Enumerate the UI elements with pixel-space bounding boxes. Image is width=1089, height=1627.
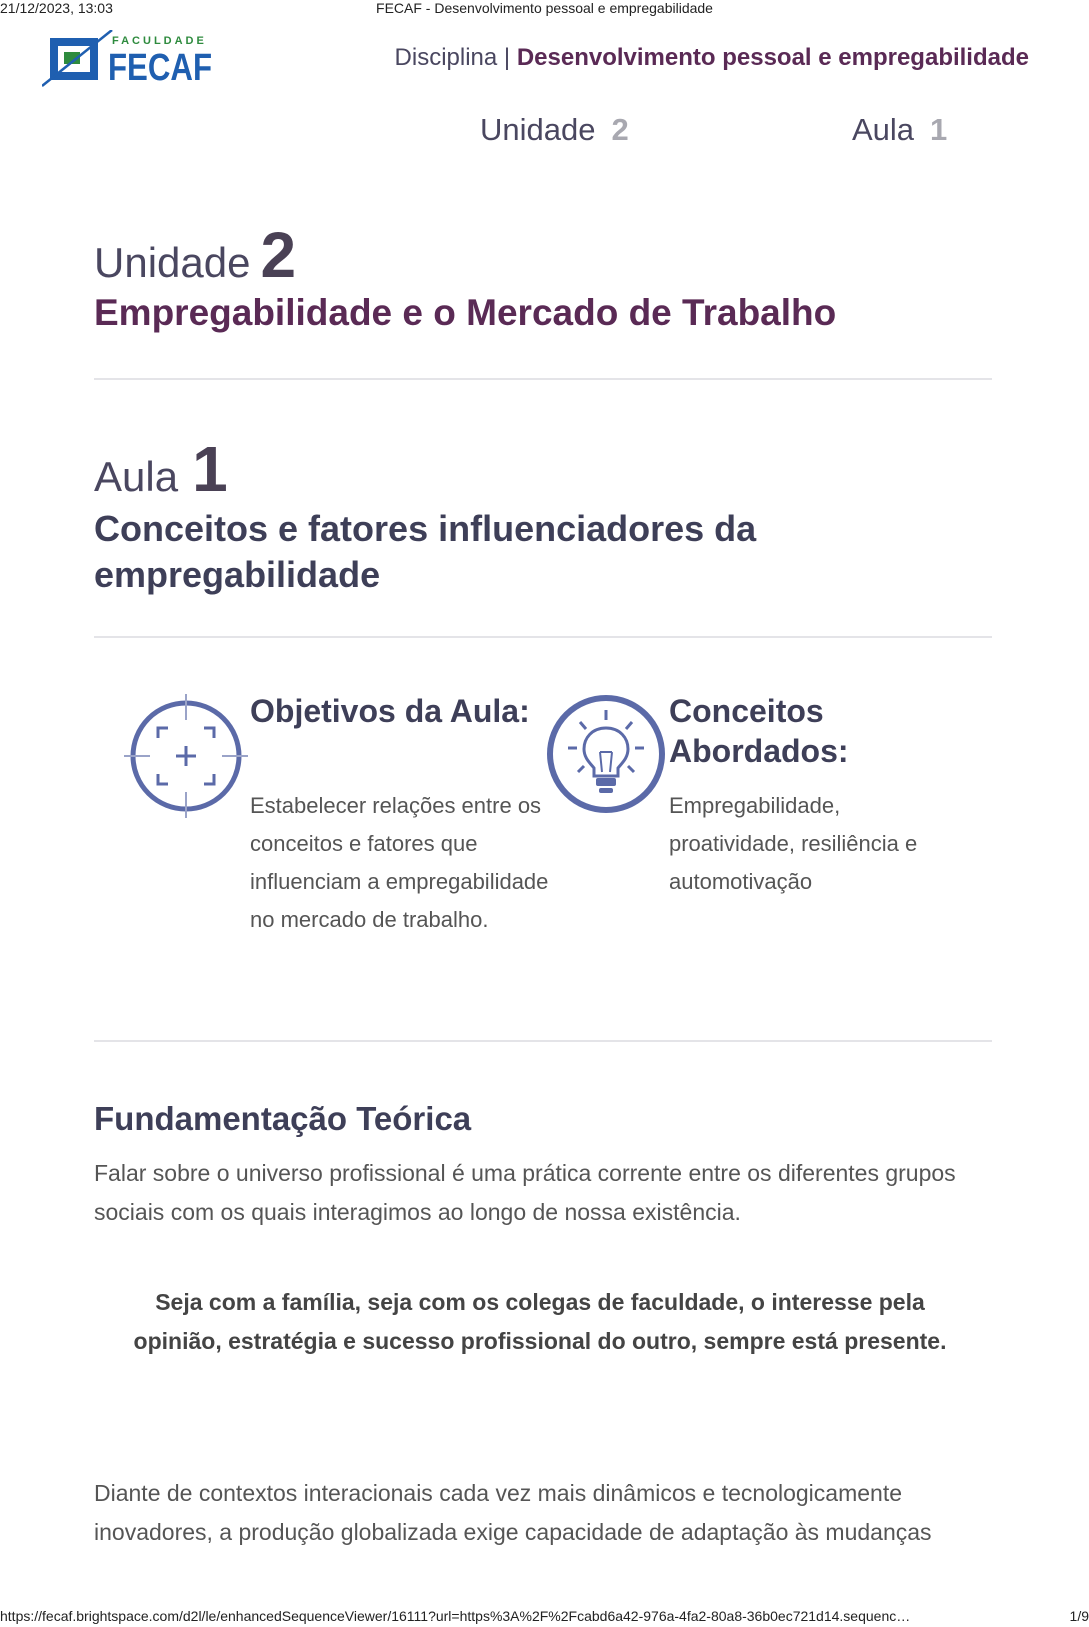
lesson-heading-label: Aula <box>94 453 179 500</box>
print-url: https://fecaf.brightspace.com/d2l/le/enhancedSequenceViewer/16111?url=https%3A%2F%2Fcabd6a42-976a-4fa2-80a8-36b0ec721d14.sequenc… <box>0 1608 911 1624</box>
discipline-label: Disciplina <box>394 44 498 71</box>
discipline-separator: | <box>503 44 511 71</box>
divider <box>94 636 992 638</box>
lesson-indicator-label: Aula <box>852 112 915 147</box>
logo-top-text: FACULDADE <box>112 35 207 47</box>
unit-heading-label: Unidade <box>94 239 251 286</box>
paragraph: Falar sobre o universo profissional é uma prática corrente entre os diferentes grupos sociais com os quais interagimos ao longo de nossa existência. <box>94 1160 956 1225</box>
print-footer <box>0 1608 1089 1626</box>
section-title: Fundamentação Teórica <box>94 1100 472 1137</box>
unit-indicator-label: Unidade <box>480 112 596 147</box>
highlight-quote: Seja com a família, seja com os colegas de faculdade, o interesse pela opinião, estratégia e sucesso profissional do outro, sempre está presente. <box>133 1289 947 1354</box>
unit-title: Empregabilidade e o Mercado de Trabalho <box>94 292 837 333</box>
divider <box>94 378 992 380</box>
print-page-title: FECAF - Desenvolvimento pessoal e empregabilidade <box>376 0 713 16</box>
print-header <box>0 0 1089 18</box>
lesson-indicator <box>852 112 947 148</box>
unit-heading-number: 2 <box>260 219 297 291</box>
lightbulb-icon <box>544 692 668 816</box>
divider <box>94 1040 992 1042</box>
lesson-heading-number: 1 <box>192 433 228 505</box>
discipline-header <box>395 44 1029 72</box>
objectives-title: Objetivos da Aula: <box>250 693 530 729</box>
paragraph: Diante de contextos interacionais cada vez mais dinâmicos e tecnologicamente inovadores, a produção globalizada exige capacidade de adaptação às mudanças <box>94 1480 932 1545</box>
unit-indicator-number: 2 <box>611 112 629 147</box>
print-datetime: 21/12/2023, 13:03 <box>0 0 113 16</box>
concepts-title: Conceitos Abordados: <box>669 693 849 769</box>
lesson-heading <box>94 432 228 506</box>
unit-indicator <box>480 112 629 148</box>
lesson-title: Conceitos e fatores influenciadores da empregabilidade <box>94 508 757 595</box>
concepts-text: Empregabilidade, proatividade, resiliência e automotivação <box>669 793 918 894</box>
logo-main-text: FECAF <box>108 47 212 89</box>
objectives-text: Estabelecer relações entre os conceitos e fatores que influenciam a empregabilidade no mercado de trabalho. <box>250 793 549 932</box>
lesson-indicator-number: 1 <box>930 112 948 147</box>
fecaf-logo <box>42 30 222 90</box>
fecaf-logo-graphic <box>42 30 222 90</box>
print-page-number: 1/9 <box>1069 1608 1089 1624</box>
unit-heading <box>94 218 296 292</box>
discipline-name: Desenvolvimento pessoal e empregabilidade <box>516 44 1029 71</box>
target-crosshair-icon <box>124 694 248 818</box>
